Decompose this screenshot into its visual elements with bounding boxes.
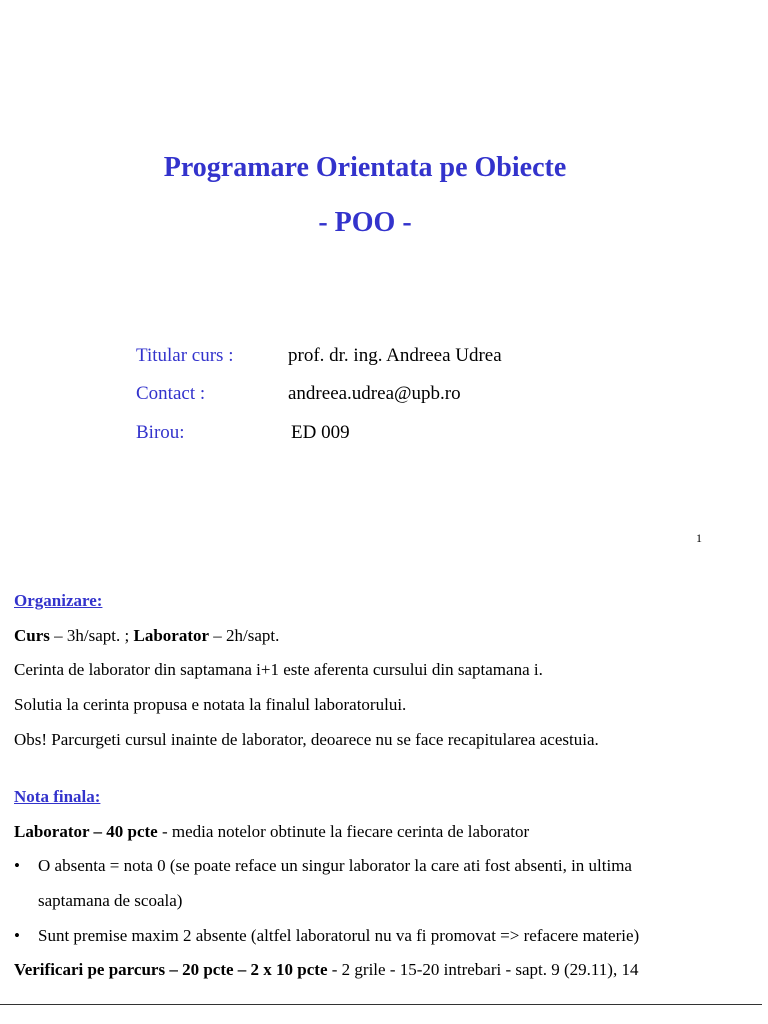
course-title: Programare Orientata pe Obiecte (163, 152, 567, 183)
page-divider (0, 1004, 762, 1005)
page-number: 1 (696, 531, 702, 545)
bullet-absente-max: Sunt premise maxim 2 absente (altfel laboratorul nu va fi promovat => refacere materie) (38, 926, 640, 945)
curs-lab-hours (14, 625, 279, 647)
lab-points-desc: - media notelor obtinute la fiecare cerinta de laborator (157, 822, 530, 841)
organizare-heading: Organizare: (14, 591, 103, 610)
obs-line: Obs! Parcurgeti cursul inainte de laborator, deoarece nu se face recapitularea acestuia. (14, 730, 599, 749)
info-label-birou: Birou: (136, 422, 185, 443)
info-value-birou: ED 009 (291, 422, 350, 443)
bullet-absenta-line1: O absenta = nota 0 (se poate reface un singur laborator la care ati fost absenti, in ultima (38, 856, 632, 875)
verificari-line (14, 959, 638, 981)
verificari-label: Verificari pe parcurs – 20 pcte – 2 x 10 pcte (14, 960, 328, 979)
bullet-icon: • (14, 856, 20, 875)
solutia-line: Solutia la cerinta propusa e notata la finalul laboratorului. (14, 695, 407, 714)
curs-hours: – 3h/sapt. ; (49, 626, 134, 645)
info-label-contact: Contact : (136, 383, 206, 404)
course-abbreviation: - POO - (318, 207, 412, 238)
lab-points-line (14, 821, 529, 843)
curs-label: Curs (14, 626, 50, 645)
verificari-desc: - 2 grile - 15-20 intrebari - sapt. 9 (29.11), 14 (327, 960, 639, 979)
lab-hours: – 2h/sapt. (209, 626, 280, 645)
lab-label: Laborator (133, 626, 210, 645)
bullet-icon: • (14, 926, 20, 945)
info-value-contact: andreea.udrea@upb.ro (288, 383, 461, 404)
bullet-absenta-line2: saptamana de scoala) (38, 891, 183, 910)
info-label-titular: Titular curs : (136, 345, 234, 366)
cerinta-line: Cerinta de laborator din saptamana i+1 este aferenta cursului din saptamana i. (14, 660, 543, 679)
nota-finala-heading: Nota finala: (14, 787, 101, 806)
info-value-titular: prof. dr. ing. Andreea Udrea (288, 345, 502, 366)
lab-points-label: Laborator – 40 pcte (14, 822, 158, 841)
